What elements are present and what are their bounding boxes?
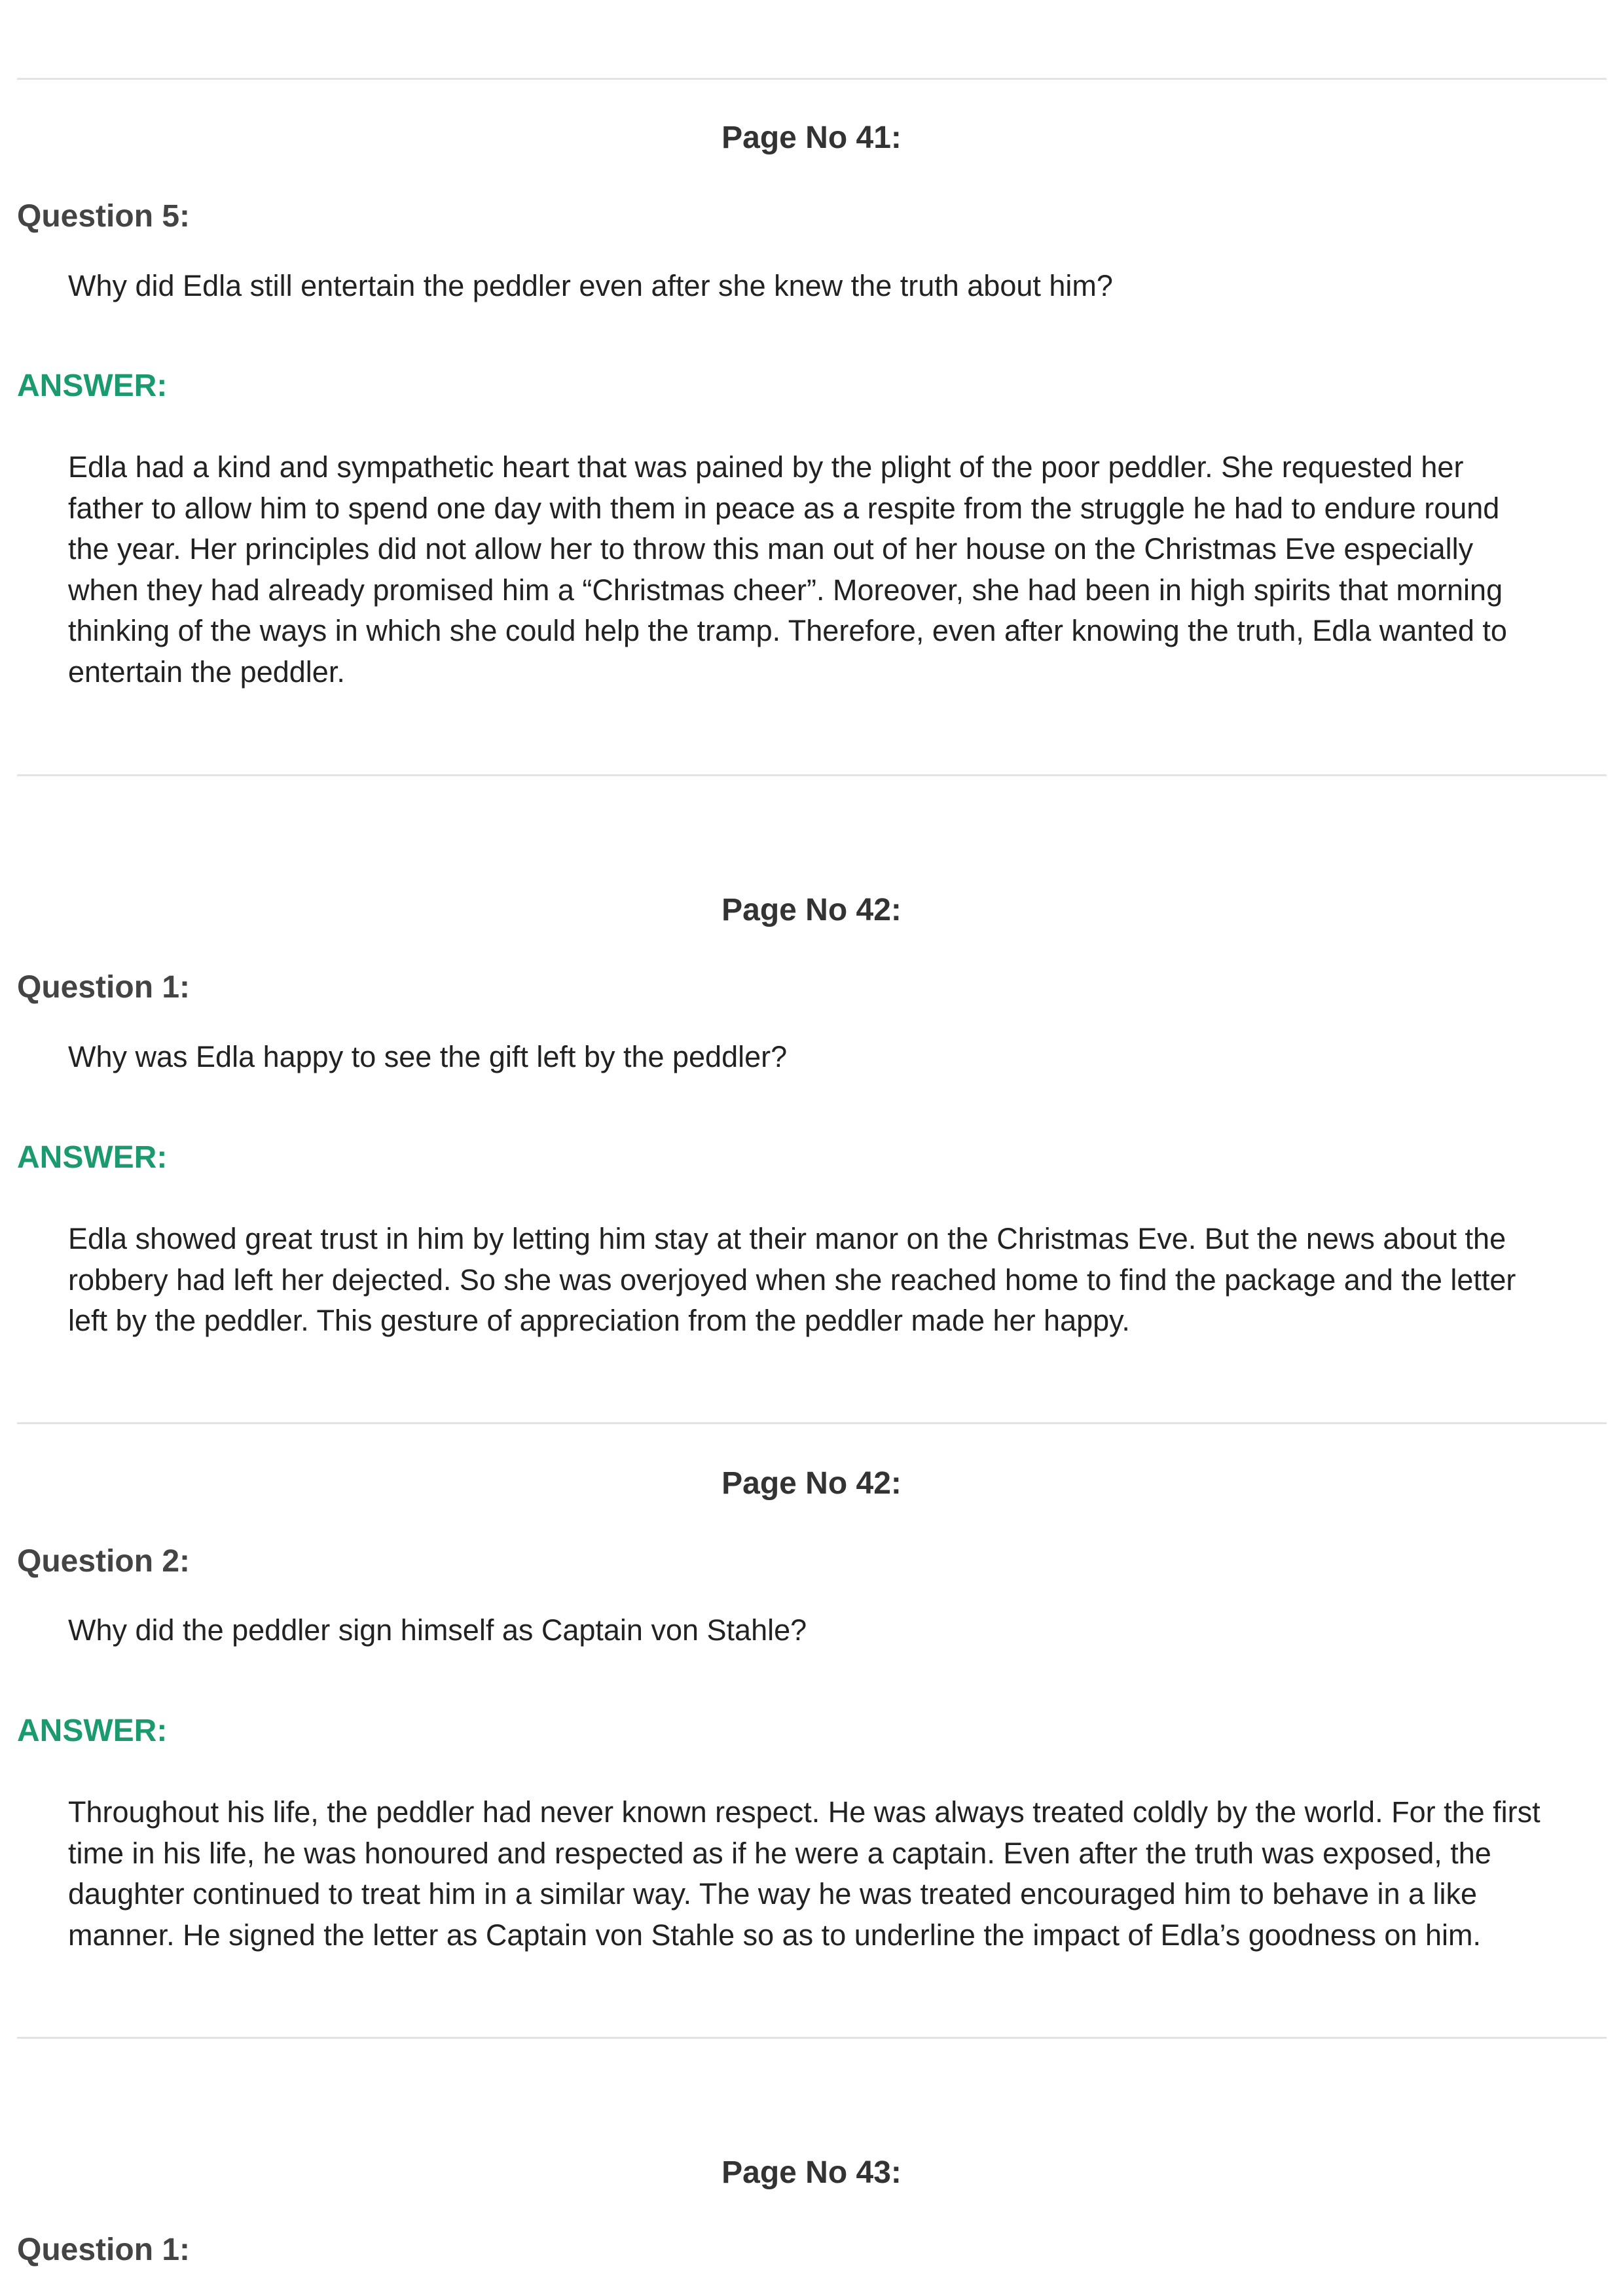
- answer-line: entertain the peddler.: [68, 655, 345, 689]
- question-text: Why did Edla still entertain the peddler even after she knew the truth about him?: [68, 269, 1113, 302]
- answer-label: ANSWER:: [17, 1713, 168, 1748]
- section-divider: [17, 78, 1607, 80]
- question-text: Why was Edla happy to see the gift left by the peddler?: [68, 1040, 788, 1073]
- page-number-heading: Page No 43:: [721, 2155, 902, 2190]
- answer-line: Throughout his life, the peddler had never known respect. He was always treated coldly by the world. For the first: [68, 1795, 1541, 1829]
- question-label: Question 1:: [17, 970, 191, 1005]
- answer-text: [68, 1219, 1613, 1342]
- section-divider: [17, 774, 1607, 776]
- answer-line: manner. He signed the letter as Captain von Stahle so as to underline the impact of Edla’s goodness on him.: [68, 1918, 1481, 1952]
- answer-line: time in his life, he was honoured and respected as if he were a captain. Even after the truth was exposed, the: [68, 1836, 1491, 1870]
- question-text: Why did the peddler sign himself as Captain von Stahle?: [68, 1613, 807, 1647]
- answer-line: when they had already promised him a “Christmas cheer”. Moreover, she had been in high spirits that morning: [68, 573, 1503, 607]
- answer-text: [68, 1792, 1613, 1956]
- answer-line: left by the peddler. This gesture of appreciation from the peddler made her happy.: [68, 1304, 1130, 1337]
- answer-line: daughter continued to treat him in a similar way. The way he was treated encouraged him to behave in a like: [68, 1877, 1478, 1910]
- question-label: Question 2:: [17, 1544, 191, 1579]
- question-label: Question 1:: [17, 2233, 191, 2267]
- answer-line: Edla showed great trust in him by letting him stay at their manor on the Christmas Eve. But the news about the: [68, 1222, 1506, 1255]
- answer-line: robbery had left her dejected. So she was overjoyed when she reached home to find the package and the letter: [68, 1263, 1516, 1297]
- answer-label: ANSWER:: [17, 1140, 168, 1175]
- section-divider: [17, 1422, 1607, 1424]
- answer-line: the year. Her principles did not allow her to throw this man out of her house on the Christmas Eve especially: [68, 532, 1474, 565]
- page-number-heading: Page No 42:: [721, 893, 902, 927]
- question-label: Question 5:: [17, 199, 191, 234]
- page-number-heading: Page No 41:: [721, 120, 902, 155]
- answer-label: ANSWER:: [17, 368, 168, 403]
- answer-text: [68, 447, 1613, 692]
- answer-line: thinking of the ways in which she could help the tramp. Therefore, even after knowing the truth, Edla wanted to: [68, 614, 1507, 647]
- answer-line: father to allow him to spend one day with them in peace as a respite from the struggle he had to endure round: [68, 491, 1500, 525]
- page-number-heading: Page No 42:: [721, 1466, 902, 1501]
- section-divider: [17, 2037, 1607, 2039]
- answer-line: Edla had a kind and sympathetic heart that was pained by the plight of the poor peddler. She requested her: [68, 450, 1464, 484]
